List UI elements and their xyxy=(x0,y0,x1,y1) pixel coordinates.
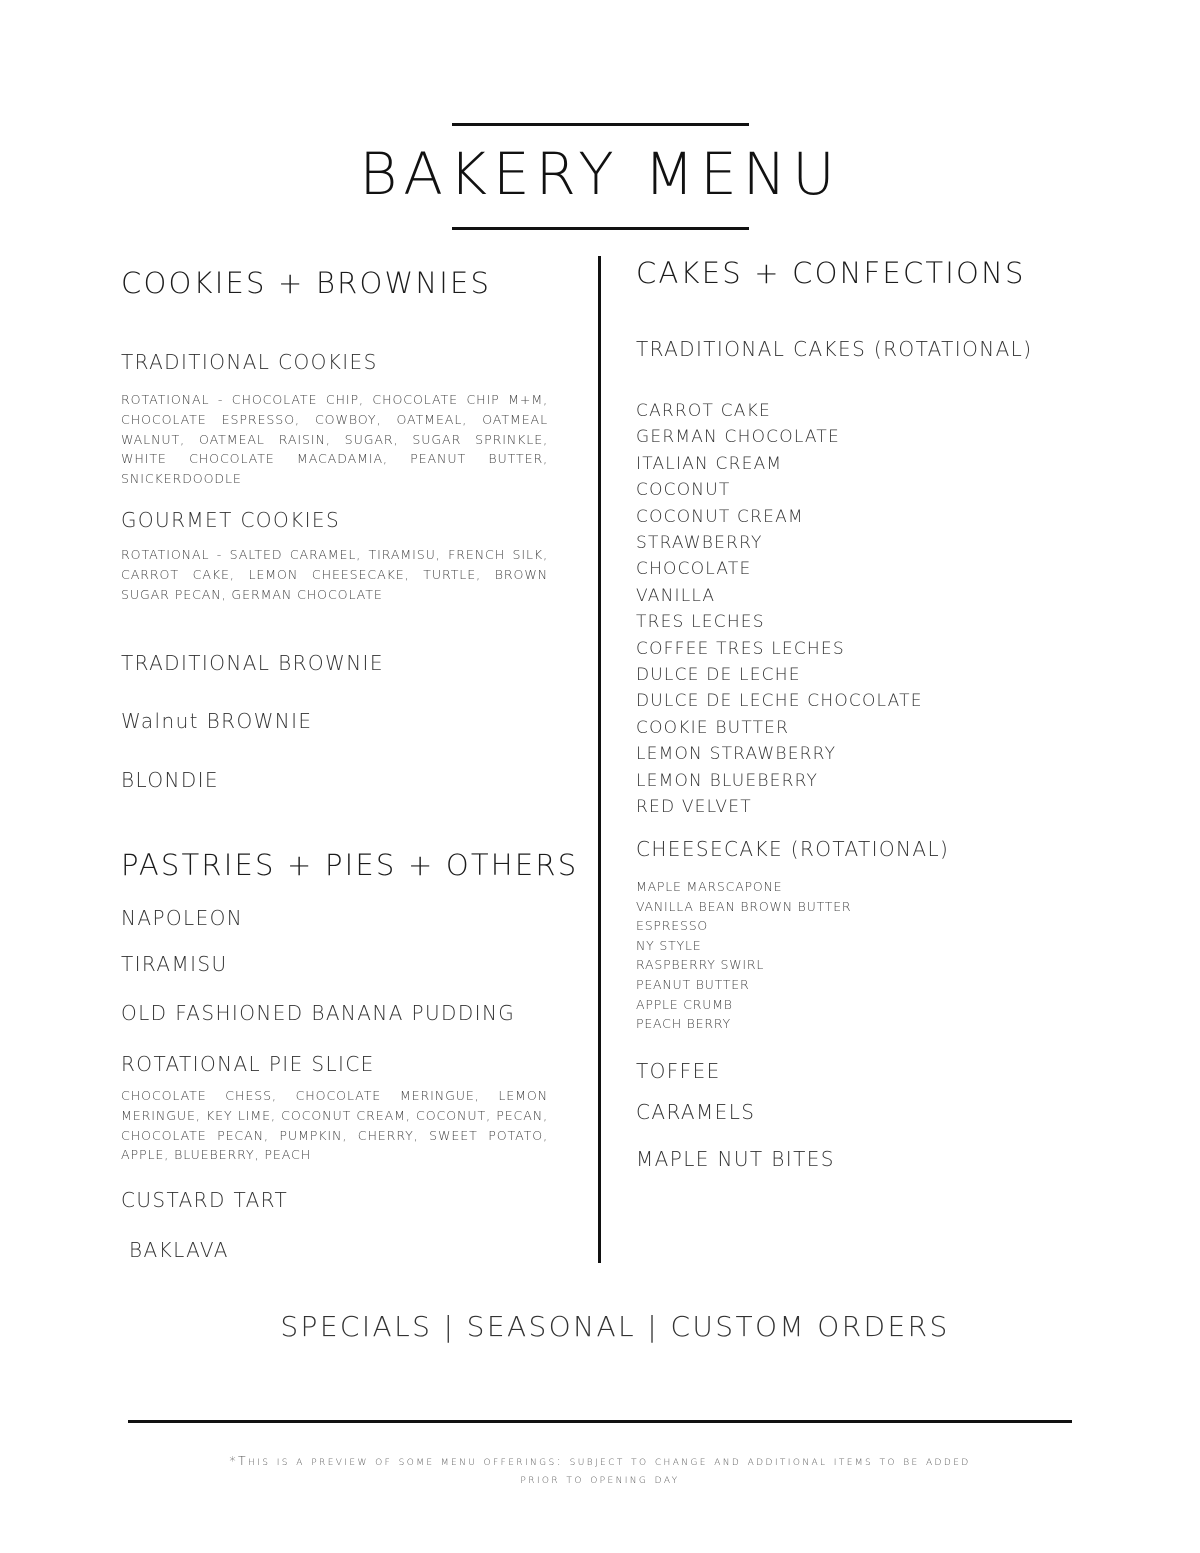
title-top-rule xyxy=(452,123,749,126)
cakes-list xyxy=(636,398,923,821)
list-item: CHOCOLATE xyxy=(636,559,752,580)
cheesecake-heading: CHEESECAKE (ROTATIONAL) xyxy=(636,837,950,861)
list-item: DULCE DE LECHE CHOCOLATE xyxy=(636,691,923,712)
list-item: LEMON STRAWBERRY xyxy=(636,744,837,765)
list-item: RED VELVET xyxy=(636,797,752,818)
caramels-item: CARAMELS xyxy=(636,1100,756,1124)
title-bottom-rule xyxy=(452,227,749,230)
list-item: TRES LECHES xyxy=(636,612,765,633)
maple-nut-bites-item: MAPLE NUT BITES xyxy=(636,1147,835,1171)
footnote-line-2: prior to opening day xyxy=(520,1471,680,1486)
section-title-pastries-pies: PASTRIES + PIES + OTHERS xyxy=(121,848,579,882)
list-item: COFFEE TRES LECHES xyxy=(636,638,845,659)
list-item: LEMON BLUEBERRY xyxy=(636,770,819,791)
gourmet-cookies-heading: GOURMET COOKIES xyxy=(121,508,341,532)
toffee-item: TOFFEE xyxy=(636,1059,721,1083)
list-item: COCONUT CREAM xyxy=(636,506,804,527)
footnote-line-1: *This is a preview of some menu offerings: subject to change and additional items to be added xyxy=(229,1453,971,1468)
specials-line: SPECIALS | SEASONAL | CUSTOM ORDERS xyxy=(280,1310,950,1343)
footer-rule xyxy=(128,1420,1072,1423)
list-item: ESPRESSO xyxy=(636,918,709,934)
list-item: MAPLE MARSCAPONE xyxy=(636,879,783,894)
walnut-brownie-item: Walnut BROWNIE xyxy=(121,709,313,733)
list-item: DULCE DE LECHE xyxy=(636,665,801,686)
list-item: STRAWBERRY xyxy=(636,533,763,554)
napoleon-item: NAPOLEON xyxy=(121,906,244,930)
footnote xyxy=(100,1452,1100,1488)
list-item: RASPBERRY SWIRL xyxy=(636,957,765,973)
section-title-cakes-confections: CAKES + CONFECTIONS xyxy=(636,256,1026,290)
list-item: GERMAN CHOCOLATE xyxy=(636,427,840,448)
list-item: COOKIE BUTTER xyxy=(636,717,790,738)
traditional-cookies-description: ROTATIONAL - CHOCOLATE CHIP, CHOCOLATE CHIP M+M, CHOCOLATE ESPRESSO, COWBOY, OATMEAL, OATMEAL WALNUT, OATMEAL RAISIN, SUGAR, SUGAR SPRINKLE, WHITE CHOCOLATE MACADAMIA, PEANUT BUTTER, SNICKERDOODLE xyxy=(121,392,548,487)
list-item: ITALIAN CREAM xyxy=(636,453,783,474)
list-item: PEANUT BUTTER xyxy=(636,976,750,992)
list-item: CARROT CAKE xyxy=(636,401,771,421)
list-item: COCONUT xyxy=(636,480,731,501)
cheesecake-list xyxy=(636,877,851,1034)
page-title: BAKERY MENU xyxy=(359,140,841,208)
list-item: NY STYLE xyxy=(636,937,702,953)
list-item: PEACH BERRY xyxy=(636,1016,731,1032)
list-item: APPLE CRUMB xyxy=(636,996,733,1012)
baklava-item: BAKLAVA xyxy=(129,1238,229,1262)
traditional-brownie-item: TRADITIONAL BROWNIE xyxy=(121,651,384,675)
column-divider xyxy=(598,256,601,1263)
custard-tart-item: CUSTARD TART xyxy=(121,1188,289,1212)
tiramisu-item: TIRAMISU xyxy=(121,952,228,976)
list-item: VANILLA xyxy=(636,585,716,606)
blondie-item: BLONDIE xyxy=(121,768,219,792)
traditional-cakes-heading: TRADITIONAL CAKES (ROTATIONAL) xyxy=(636,337,1033,361)
gourmet-cookies-description: ROTATIONAL - SALTED CARAMEL, TIRAMISU, FRENCH SILK, CARROT CAKE, LEMON CHEESECAKE, TURTLE, BROWN SUGAR PECAN, GERMAN CHOCOLATE xyxy=(121,547,548,602)
traditional-cookies-heading: TRADITIONAL COOKIES xyxy=(121,350,378,374)
banana-pudding-item: OLD FASHIONED BANANA PUDDING xyxy=(121,1001,516,1025)
section-title-cookies-brownies: COOKIES + BROWNIES xyxy=(121,266,492,300)
list-item: VANILLA BEAN BROWN BUTTER xyxy=(636,898,852,914)
pie-slice-heading: ROTATIONAL PIE SLICE xyxy=(121,1052,375,1076)
pie-slice-description: CHOCOLATE CHESS, CHOCOLATE MERINGUE, LEMON MERINGUE, KEY LIME, COCONUT CREAM, COCONUT, PECAN, CHOCOLATE PECAN, PUMPKIN, CHERRY, SWEET POTATO, APPLE, BLUEBERRY, PEACH xyxy=(121,1088,548,1163)
